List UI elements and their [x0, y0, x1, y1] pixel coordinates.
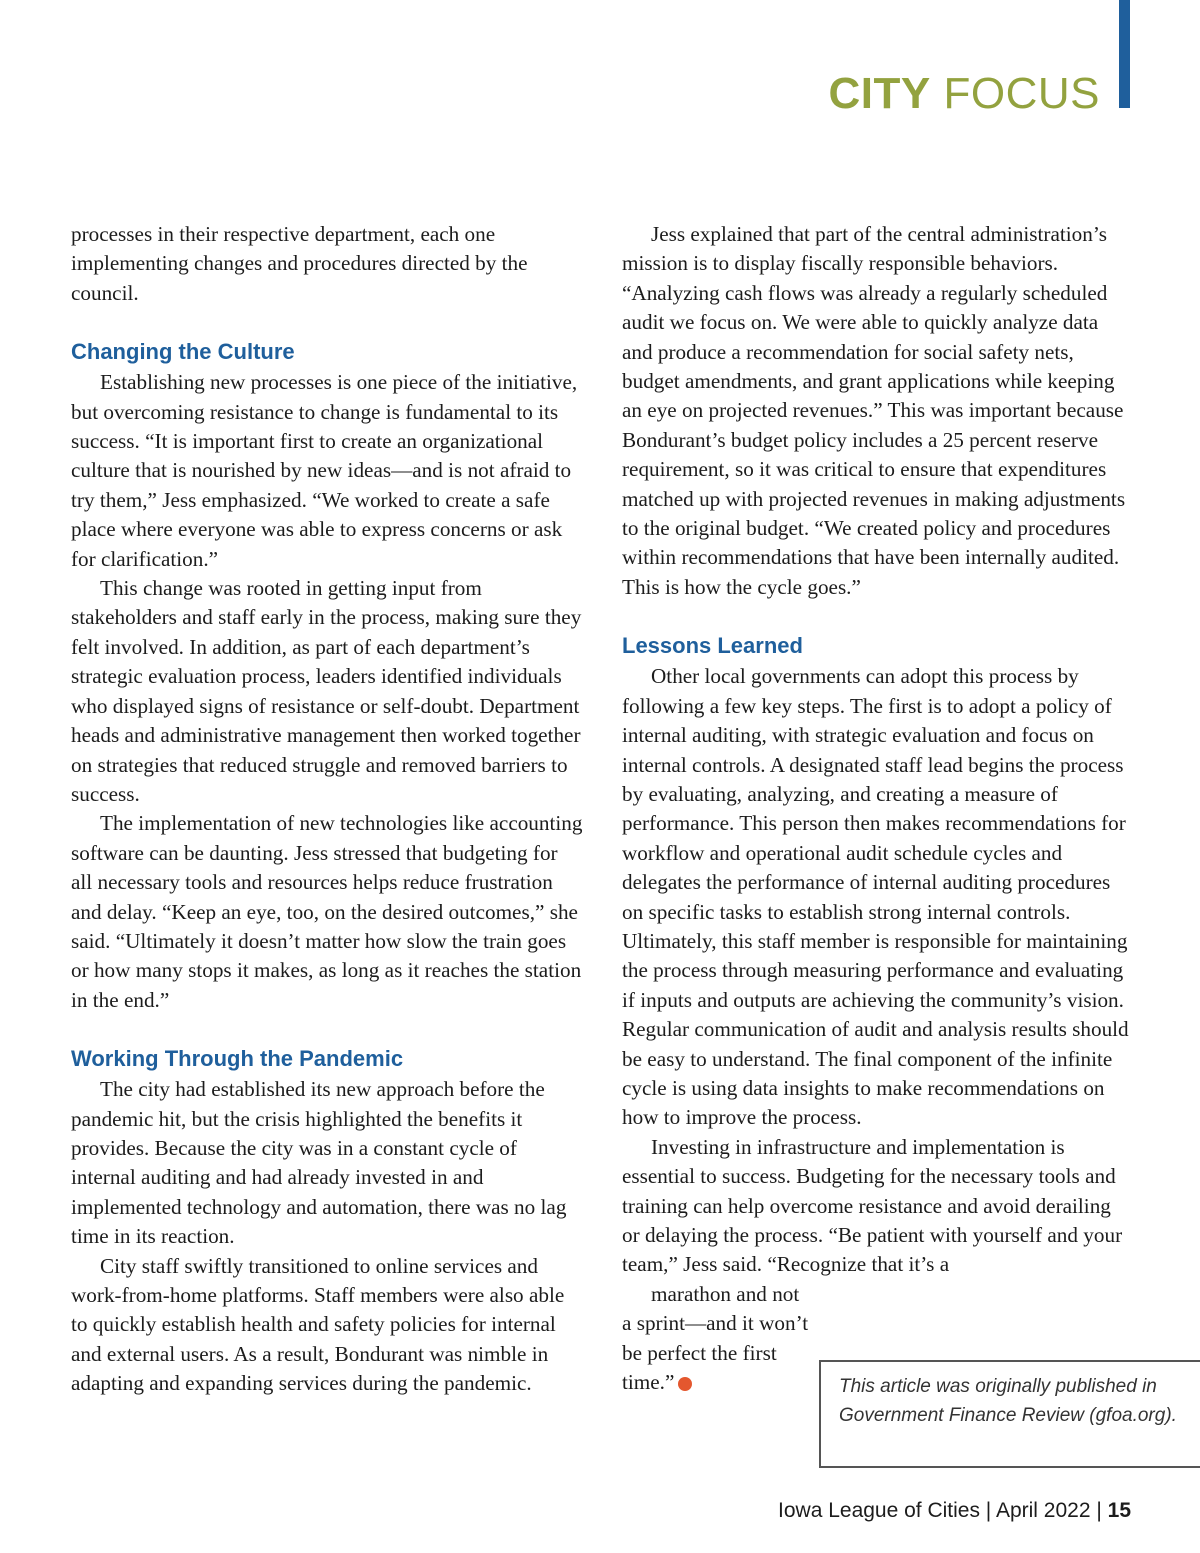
closing-lines [622, 1280, 812, 1398]
paragraph: Investing in infrastructure and implementation is essential to success. Budgeting for the necessary tools and training can help overcome resistance and avoid derailing or delaying the process. “Be patient with yourself and your team,” Jess said. “Recognize that it’s a [622, 1134, 1123, 1277]
paragraph: This change was rooted in getting input from stakeholders and staff early in the process, making sure they felt involved. In addition, as part of each department’s strategic evaluation process, leaders identified individuals who displayed signs of resistance or self-doubt. Department heads and administrative management then worked together on strategies that reduced struggle and removed barriers to success. [71, 576, 582, 806]
left-column [71, 220, 583, 1399]
page-footer [778, 1497, 1131, 1525]
intro-paragraph: processes in their respective department, each one implementing changes and procedures directed by the council. [71, 222, 528, 305]
callout-box [819, 1360, 1200, 1468]
accent-bar [1119, 0, 1130, 108]
paragraph: Other local governments can adopt this process by following a few key steps. The first is to adopt a policy of internal auditing, with strategic evaluation and focus on internal controls. A designated staff lead begins the process by evaluating, analyzing, and creating a measure of performance. This person then makes recommendations for workflow and operational audit schedule cycles and delegates the performance of internal auditing procedures on specific tasks to establish strong internal controls. Ultimately, this staff member is responsible for maintaining the process through measuring performance and evaluating if inputs and outputs are achieving the community’s vision. Regular communication of audit and analysis results should be easy to understand. The final component of the infinite cycle is using data insights to make recommendations on how to improve the process. [622, 664, 1129, 1130]
paragraph: Establishing new processes is one piece of the initiative, but overcoming resistance to change is fundamental to its success. “It is important first to create an organizational culture that is nourished by new ideas—and is not afraid to try them,” Jess emphasized. “We worked to create a safe place where everyone was able to express concerns or ask for clarification.” [71, 370, 578, 571]
heading-changing-culture: Changing the Culture [71, 339, 295, 365]
paragraph: City staff swiftly transitioned to online services and work-from-home platforms. Staff members were also able to quickly establish health and safety policies for internal and external users. As a result, Bondurant was nimble in adapting and expanding services during the pandemic. [71, 1253, 565, 1396]
closing-text: marathon and not a sprint—and it won’t be perfect the first time.” [622, 1281, 809, 1395]
paragraph: The implementation of new technologies like accounting software can be daunting. Jess stressed that budgeting for all necessary tools and resources helps reduce frustration and delay. “Keep an eye, too, on the desired outcomes,” she said. “Ultimately it doesn’t matter how slow the train goes or how many stops it makes, as long as it reaches the station in the end.” [71, 811, 583, 1012]
paragraph: Jess explained that part of the central administration’s mission is to display fiscally responsible behaviors. “Analyzing cash flows was already a regularly scheduled audit we focus on. We were able to quickly analyze data and produce a recommendation for social safety nets, budget amendments, and grant applications while keeping an eye on projected revenues.” This was important because Bondurant’s budget policy includes a 25 percent reserve requirement, so it was critical to ensure that expenditures matched up with projected revenues in making adjustments to the original budget. “We created policy and procedures within recommendations that have been internally audited. This is how the cycle goes.” [622, 222, 1126, 599]
section-header [829, 70, 1100, 118]
section-header-bold: CITY [828, 69, 931, 118]
heading-working-through-pandemic: Working Through the Pandemic [71, 1046, 404, 1072]
callout-text: This article was originally published in Government Finance Review (gfoa.org). [839, 1376, 1177, 1426]
end-mark-icon [678, 1377, 692, 1391]
page-number: 15 [1107, 1499, 1131, 1522]
paragraph: The city had established its new approach before the pandemic hit, but the crisis highlighted the benefits it provides. Because the city was in a constant cycle of internal auditing and had already invested in and implemented technology and automation, there was no lag time in its reaction. [71, 1077, 567, 1249]
heading-lessons-learned: Lessons Learned [622, 633, 803, 659]
section-header-rest: FOCUS [943, 69, 1100, 118]
footer-publication: Iowa League of Cities | April 2022 | [778, 1499, 1108, 1522]
right-column [622, 220, 1130, 1397]
